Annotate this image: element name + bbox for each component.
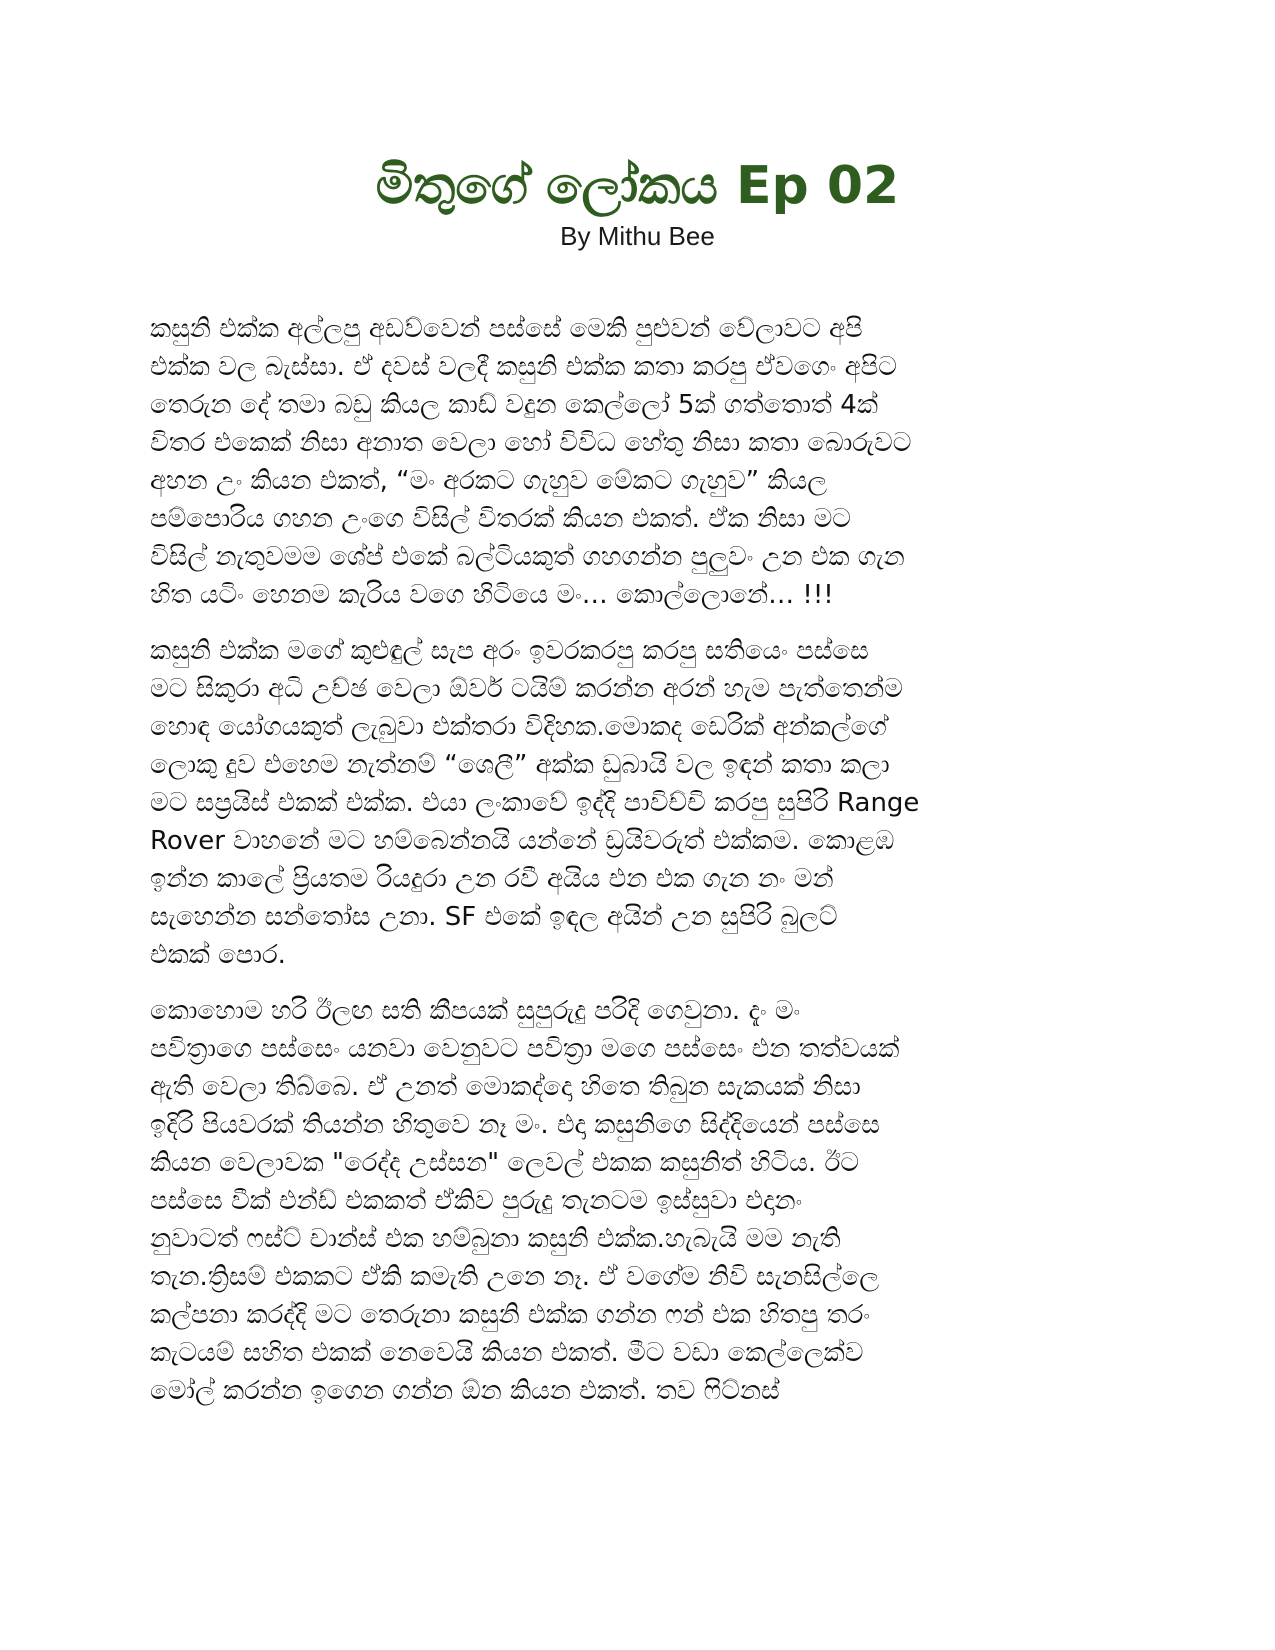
text-line: මෝල් කරන්න ඉගෙන ගන්න ඕන කියන එකත්. තව ෆිට්නස් — [150, 1376, 780, 1406]
text-line: ලොකු දුව එහෙම නැත්නම් “ශෙලී” අක්ක ඩුබායි වල ඉඳන් කතා කලා — [150, 750, 890, 780]
text-line: කියන වෙලාවක "රෙද්ද උස්සන" ලෙවල් එකක කසුනිත් හිටිය. ඊට — [150, 1148, 860, 1178]
text-line: කසුනි එක්ක මගේ කුළුඳුල් සැප අරං ඉවරකරපු කරපු සතියෙං පස්සෙ — [150, 636, 869, 666]
text-line: ඉදිරි පියවරක් තියන්න හිතුවෙ නෑ මං. එදා කසුනිගෙ සිද්දියෙන් පස්සෙ — [150, 1110, 880, 1140]
text-line: මට සප්‍රයිස් එකක් එක්ක. එයා ලංකාවේ ඉද්දි පාවිච්චි කරපු සුපිරි Range — [150, 788, 920, 818]
story-body — [150, 310, 1135, 1428]
text-line: කොහොම හරි ඊලඟ සති කීපයක් සුපුරුදු පරිදි ගෙවුනා. දැං මං — [150, 996, 801, 1026]
text-line: එක්ක වල බැස්සා. ඒ දවස් වලදී කසුනි එක්ක කතා කරපු ඒවගෙං අපිට — [150, 352, 897, 382]
page-title: මිතුගේ ලෝකය Ep 02 — [375, 156, 900, 216]
text-line: ඉන්න කාලේ ප්‍රියතම රියදුරා උන රවී අයිය එන එක ගැන නං මන් — [150, 864, 834, 894]
text-line: කැටයම් සහිත එකක් නෙවෙයි කියන එකත්. මීට වඩා කෙල්ලෙක්ව — [150, 1338, 864, 1368]
text-line: ඇති වෙලා තිබ්බෙ. ඒ උනත් මොකද්දො හිතෙ තිබුන සැකයක් නිසා — [150, 1072, 861, 1102]
paragraph-1 — [150, 310, 1135, 614]
text-line: තෙරුන දේ තමා බඩු කියල කාඩ් වදුන කෙල්ලෝ 5ක් ගත්තොත් 4ක් — [150, 390, 878, 420]
text-line: හොඳ යෝගයකුත් ලැබුවා එක්තරා විදිහක.මොකද ඩෙරික් අන්කල්ගේ — [150, 712, 887, 742]
text-line: කල්පනා කරද්දි මට තෙරුනා කසුනි එක්ක ගන්න ෆන් එක හිතපු තරං — [150, 1300, 870, 1330]
paragraph-2 — [150, 632, 1135, 974]
text-line: කසුනි එක්ක අල්ලපු අඩව්වෙන් පස්සේ මෙකි පුළුවන් වේලාවට අපි — [150, 314, 863, 344]
text-line: නුවාටත් ෆස්ට් චාන්ස් එක හම්බුනා කසුනි එක්ක.හැබැයි මම නැති — [150, 1224, 841, 1254]
paragraph-3 — [150, 992, 1135, 1410]
author-byline: By Mithu Bee — [560, 221, 715, 251]
text-line: පවිත්‍රාගෙ පස්සෙං යනවා වෙනුවට පවිත්‍රා මගෙ පස්සෙං එන තත්වයක් — [150, 1034, 900, 1064]
text-line: එකක් පොර. — [150, 940, 286, 970]
text-line: පම්පොරිය ගහන උංගෙ විසිල් විතරක් කියන එකත්. ඒක නිසා මට — [150, 504, 851, 534]
text-line: පස්සෙ වීක් එන්ඩ් එකකත් ඒකිව පුරුදු තැනටම ඉස්සුවා එදානං — [150, 1186, 803, 1216]
text-line: විසිල් නැතුවමම ශේප් එකේ බල්ටියකුත් ගහගන්න පුලුවං උන එක ගැන — [150, 542, 905, 572]
text-line: අහන උං කියන එකත්, “මං අරකට ගැහුව මේකට ගැහුව” කියල — [150, 466, 828, 496]
text-line: විතර එකෙක් නිසා අනාත වෙලා හෝ විවිධ හේතු නිසා කතා බොරුවට — [150, 428, 912, 458]
text-line: තැන.ත්‍රිසම් එකකට ඒකි කමැති උනෙ නෑ. ඒ වගේම නිවි සැනසිල්ලෙ — [150, 1262, 880, 1292]
text-line: සැහෙන්න සන්තෝස උනා. SF එකේ ඉඳල අයින් උන සුපිරි බුලට් — [150, 902, 838, 932]
text-line: මට සිකුරා අධි උච්ඡ වෙලා ඕවර් ටයිම් කරන්න අරන් හැම පැත්තෙන්ම — [150, 674, 903, 704]
text-line: හිත යටිං හෙනම කැරිය වගෙ හිටියෙ මං… කොල්ලොනේ… !!! — [150, 580, 834, 610]
text-line: Rover වාහනේ මට හම්බෙන්නයි යන්නේ ඩ්‍රයිවරුත් එක්කම. කොළඹ — [150, 826, 895, 856]
